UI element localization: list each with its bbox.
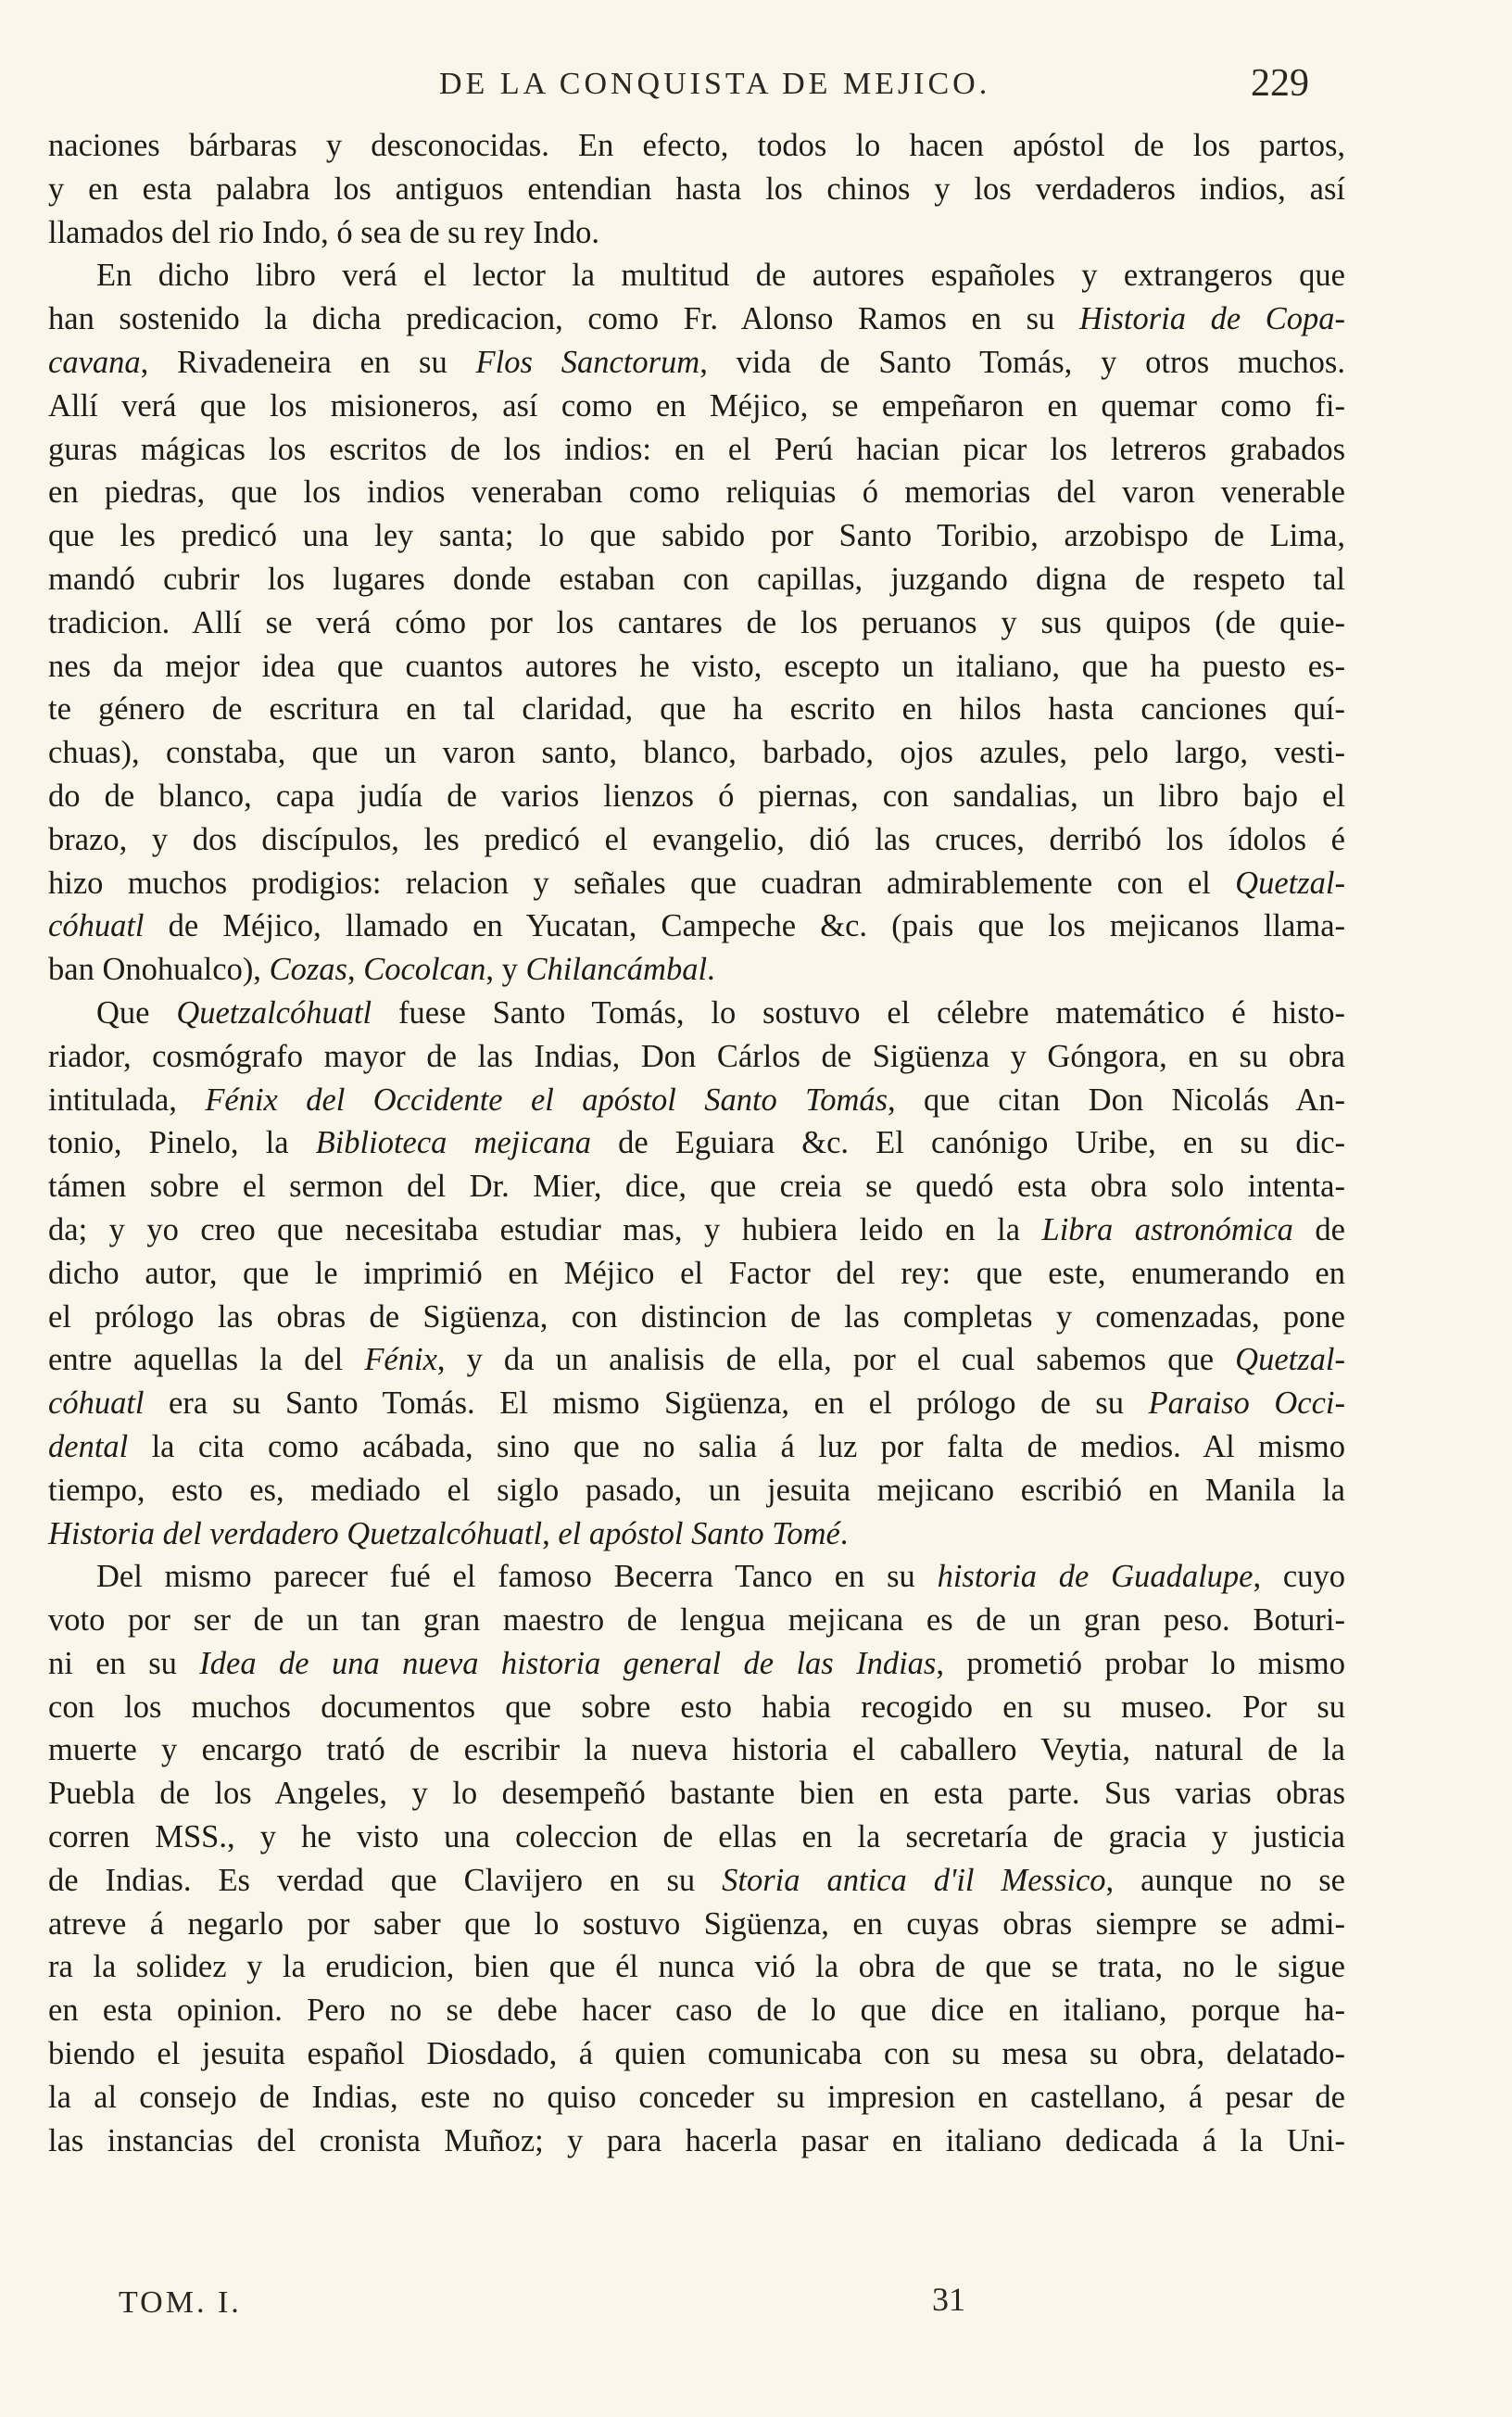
text-line: En dicho libro verá el lector la multitud de autores españoles y extrangeros que xyxy=(96,258,1345,294)
text-line: tradicion. Allí se verá cómo por los cantares de los peruanos y sus quipos (de quie- xyxy=(48,604,1345,640)
text-line: muerte y encargo trató de escribir la nueva historia el caballero Veytia, natural de la xyxy=(48,1732,1345,1768)
text-line: intitulada, Fénix del Occidente el apóstol Santo Tomás, que citan Don Nicolás An- xyxy=(48,1082,1345,1118)
text-line: han sostenido la dicha predicacion, como Fr. Alonso Ramos en su Historia de Copa- xyxy=(48,301,1345,337)
running-head xyxy=(0,61,1512,117)
text-line: riador, cosmógrafo mayor de las Indias, Don Cárlos de Sigüenza y Góngora, en su obra xyxy=(48,1038,1345,1074)
text-line: cóhuatl de Méjico, llamado en Yucatan, Campeche &c. (pais que los mejicanos llama- xyxy=(48,908,1345,944)
text-line: te género de escritura en tal claridad, que ha escrito en hilos hasta canciones quí- xyxy=(48,691,1345,728)
text-line: do de blanco, capa judía de varios lienzos ó piernas, con sandalias, un libro bajo el xyxy=(48,778,1345,814)
text-line: guras mágicas los escritos de los indios: en el Perú hacian picar los letreros grabados xyxy=(48,431,1345,467)
text-line: da; y yo creo que necesitaba estudiar mas, y hubiera leido en la Libra astronómica de xyxy=(48,1211,1345,1247)
text-line: ni en su Idea de una nueva historia general de las Indias, prometió probar lo mismo xyxy=(48,1645,1345,1681)
text-line: chuas), constaba, que un varon santo, blanco, barbado, ojos azules, pelo largo, vesti- xyxy=(48,735,1345,771)
text-line: tiempo, esto es, mediado el siglo pasado, un jesuita mejicano escribió en Manila la xyxy=(48,1472,1345,1508)
text-line: en esta opinion. Pero no se debe hacer caso de lo que dice en italiano, porque ha- xyxy=(48,1993,1345,2029)
page-number: 229 xyxy=(1251,62,1309,105)
text-line: támen sobre el sermon del Dr. Mier, dice, que creia se quedó esta obra solo intenta- xyxy=(48,1169,1345,1205)
volume-label: TOM. I. xyxy=(119,2285,242,2320)
running-head-title: DE LA CONQUISTA DE MEJICO. xyxy=(439,67,991,101)
text-line: dicho autor, que le imprimió en Méjico el Factor del rey: que este, enumerando en xyxy=(48,1255,1345,1291)
text-line: mandó cubrir los lugares donde estaban con capillas, juzgando digna de respeto tal xyxy=(48,561,1345,597)
text-line: Puebla de los Angeles, y lo desempeñó bastante bien en esta parte. Sus varias obras xyxy=(48,1776,1345,1812)
text-line: y en esta palabra los antiguos entendian hasta los chinos y los verdaderos indios, así xyxy=(48,171,1345,207)
text-line: de Indias. Es verdad que Clavijero en su Storia antica d'il Messico, aunque no se xyxy=(48,1862,1345,1898)
text-line: corren MSS., y he visto una coleccion de ellas en la secretaría de gracia y justicia xyxy=(48,1819,1345,1855)
text-line: Allí verá que los misioneros, así como en Méjico, se empeñaron en quemar como fi- xyxy=(48,387,1345,424)
text-line: las instancias del cronista Muñoz; y para hacerla pasar en italiano dedicada á la Uni- xyxy=(48,2122,1345,2158)
text-line: brazo, y dos discípulos, les predicó el evangelio, dió las cruces, derribó los ídolos é xyxy=(48,821,1345,857)
text-line: atreve á negarlo por saber que lo sostuvo Sigüenza, en cuyas obras siempre se admi- xyxy=(48,1905,1345,1942)
text-line: hizo muchos prodigios: relacion y señales que cuadran admirablemente con el Quetzal- xyxy=(48,865,1345,901)
text-line: Historia del verdadero Quetzalcóhuatl, el apóstol Santo Tomé. xyxy=(48,1515,849,1551)
text-line: naciones bárbaras y desconocidas. En efecto, todos lo hacen apóstol de los partos, xyxy=(48,128,1345,163)
text-line: cóhuatl era su Santo Tomás. El mismo Sigüenza, en el prólogo de su Paraiso Occi- xyxy=(48,1386,1345,1422)
text-line: Del mismo parecer fué el famoso Becerra Tanco en su historia de Guadalupe, cuyo xyxy=(96,1559,1345,1595)
text-line: dental la cita como acábada, sino que no salia á luz por falta de medios. Al mismo xyxy=(48,1428,1345,1464)
page-footer xyxy=(0,2280,1512,2332)
text-line: cavana, Rivadeneira en su Flos Sanctorum, vida de Santo Tomás, y otros muchos. xyxy=(48,344,1345,380)
text-line: la al consejo de Indias, este no quiso conceder su impresion en castellano, á pesar de xyxy=(48,2079,1345,2115)
body-text xyxy=(48,124,1345,2162)
text-line: Que Quetzalcóhuatl fuese Santo Tomás, lo sostuvo el célebre matemático é histo- xyxy=(96,994,1346,1031)
text-line: tonio, Pinelo, la Biblioteca mejicana de Eguiara &c. El canónigo Uribe, en su dic- xyxy=(48,1125,1345,1161)
text-line: que les predicó una ley santa; lo que sabido por Santo Toribio, arzobispo de Lima, xyxy=(48,518,1345,554)
text-line: ban Onohualco), Cozas, Cocolcan, y Chilancámbal. xyxy=(48,952,715,988)
text-line: con los muchos documentos que sobre esto habia recogido en su museo. Por su xyxy=(48,1689,1345,1725)
text-line: nes da mejor idea que cuantos autores he visto, escepto un italiano, que ha puesto es- xyxy=(48,648,1345,684)
text-line: llamados del rio Indo, ó sea de su rey Indo. xyxy=(48,214,599,250)
text-line: entre aquellas la del Fénix, y da un analisis de ella, por el cual sabemos que Quetzal- xyxy=(48,1342,1345,1378)
signature-mark: 31 xyxy=(932,2281,965,2318)
text-line: voto por ser de un tan gran maestro de lengua mejicana es de un gran peso. Boturi- xyxy=(48,1602,1345,1639)
text-line: ra la solidez y la erudicion, bien que él nunca vió la obra de que se trata, no le sigue xyxy=(48,1949,1345,1985)
text-line: el prólogo las obras de Sigüenza, con distincion de las completas y comenzadas, pone xyxy=(48,1298,1345,1335)
text-line: en piedras, que los indios veneraban como reliquias ó memorias del varon venerable xyxy=(48,475,1345,511)
text-line: biendo el jesuita español Diosdado, á quien comunicaba con su mesa su obra, delatado- xyxy=(48,2036,1345,2072)
